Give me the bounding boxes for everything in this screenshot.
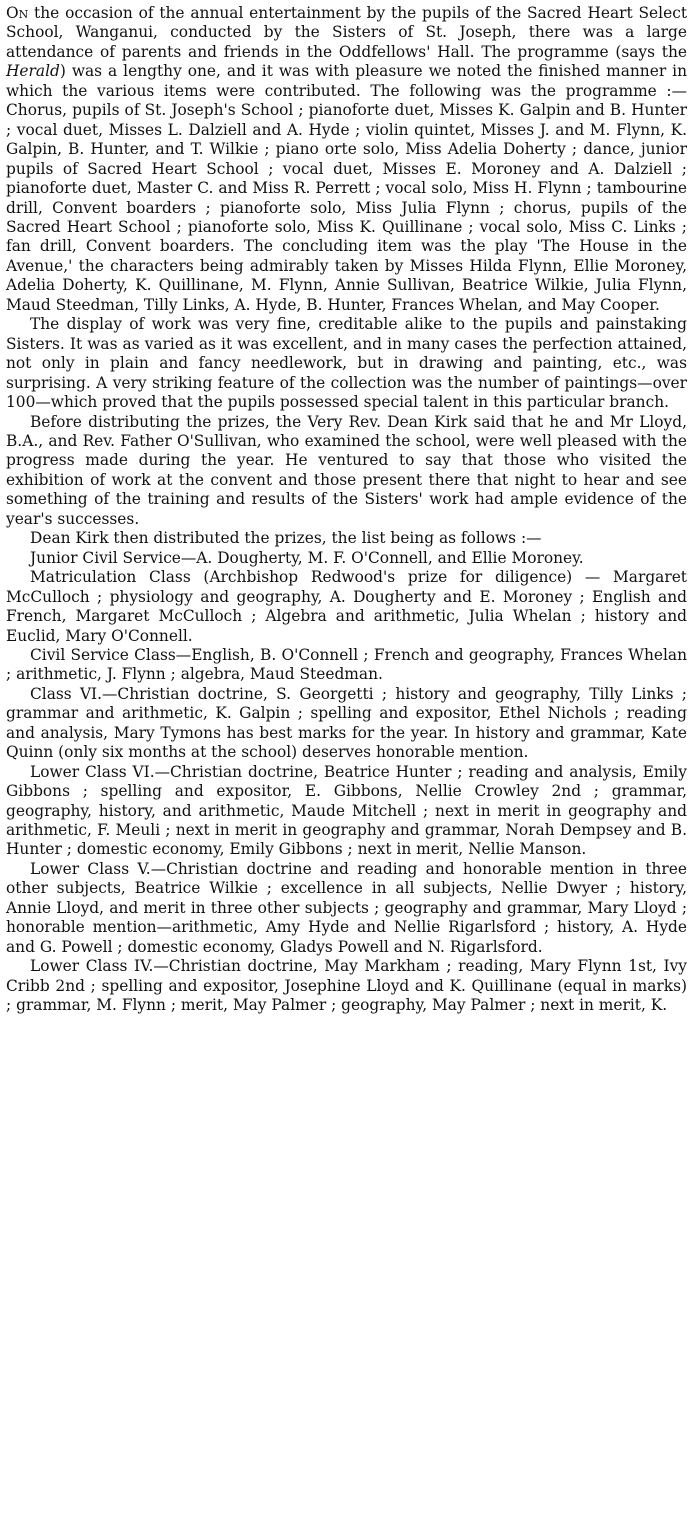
opening-text-end: ) was a lengthy one, and it was with pleasure we noted the finished manner in which the various items were contributed. The following was the programme :—Chorus, pupils of St. Joseph's School ; pianoforte duet, Misses K. Galpin and B. Hunter ; vocal duet, Misses L. Dalziell and A. Hyde ; violin quintet, Misses J. and M. Flynn, K. Galpin, B. Hunter, and T. Wilkie ; piano orte solo, Miss Adelia Doherty ; dance, junior pupils of Sacred Heart School ; vocal duet, Misses E. Moroney and A. Dalziell ; pianoforte duet, Master C. and Miss R. Perrett ; vocal solo, Miss H. Flynn ; tambourine drill, Convent boarders ; pianoforte solo, Miss Julia Flynn ; chorus, pupils of the Sacred Heart School ; pianoforte solo, Miss K. Quillinane ; vocal solo, Miss C. Links ; fan drill, Convent boarders. The concluding item was the play 'The House in the Avenue,' the characters being admirably taken by Misses Hilda Flynn, Ellie Moroney, Adelia Doherty, K. Quillinane, M. Flynn, Annie Sullivan, Beatrice Wilkie, Julia Flynn, Maud Steedman, Tilly Links, A. Hyde, B. Hunter, Frances Whelan, and May Cooper. [6, 62, 687, 314]
lead-word: On [6, 4, 29, 22]
paragraph-lower-class-v: Lower Class V.—Christian doctrine and reading and honorable mention in three other subjects, Beatrice Wilkie ; excellence in all subjects, Nellie Dwyer ; history, Annie Lloyd, and merit in three other subjects ; geography and grammar, Mary Lloyd ; honorable mention—arithmetic, Amy Hyde and Nellie Rigarlsford ; history, A. Hyde and G. Powell ; domestic economy, Gladys Powell and N. Rigarlsford. [6, 859, 687, 956]
paragraph-opening [6, 4, 687, 315]
paragraph-prize-intro: Dean Kirk then distributed the prizes, the list being as follows :— [30, 529, 542, 548]
paragraph-matriculation-class: Matriculation Class (Archbishop Redwood's prize for diligence) — Margaret McCulloch ; physiology and geography, A. Dougherty and E. Moroney ; English and French, Margaret McCulloch ; Algebra and arithmetic, Julia Whelan ; history and Euclid, Mary O'Connell. [6, 568, 687, 645]
paragraph-lower-class-iv: Lower Class IV.—Christian doctrine, May Markham ; reading, Mary Flynn 1st, Ivy Cribb 2nd ; spelling and expositor, Josephine Lloyd and K. Quillinane (equal in marks) ; grammar, M. Flynn ; merit, May Palmer ; geography, May Palmer ; next in merit, K. [6, 957, 687, 1015]
paragraph-lower-class-vi: Lower Class VI.—Christian doctrine, Beatrice Hunter ; reading and analysis, Emily Gibbons ; spelling and expositor, E. Gibbons, Nellie Crowley 2nd ; grammar, geography, history, and arithmetic, Maude Mitchell ; next in merit in geography and arithmetic, F. Meuli ; next in merit in geography and grammar, Norah Dempsey and B. Hunter ; domestic economy, Emily Gibbons ; next in merit, Nellie Manson. [6, 762, 687, 859]
opening-text-start: the occasion of the annual entertainment by the pupils of the Sacred Heart Select School, Wanganui, conducted by the Sisters of St. Joseph, there was a large attendance of parents and friends in the Oddfellows' Hall. The programme (says the [6, 4, 687, 61]
paragraph-junior-civil-service: Junior Civil Service—A. Dougherty, M. F. O'Connell, and Ellie Moroney. [30, 548, 584, 567]
paragraph-class-vi: Class VI.—Christian doctrine, S. Georgetti ; history and geography, Tilly Links ; grammar and arithmetic, K. Galpin ; spelling and expositor, Ethel Nichols ; reading and analysis, Mary Tymons has best marks for the year. In history and grammar, Kate Quinn (only six months at the school) deserves honorable mention. [6, 684, 687, 762]
paragraph-dean-kirk-speech: Before distributing the prizes, the Very Rev. Dean Kirk said that he and Mr Lloyd, B.A., and Rev. Father O'Sullivan, who examined the school, were well pleased with the progress made during the year. He ventured to say that those who visited the exhibition of work at the convent and those present there that night to hear and see something of the training and results of the Sisters' work had ample evidence of the year's successes. [6, 412, 687, 528]
paragraph-civil-service-class: Civil Service Class—English, B. O'Connell ; French and geography, Frances Whelan ; arithmetic, J. Flynn ; algebra, Maud Steedman. [6, 645, 687, 684]
paragraph-display-of-work: The display of work was very fine, creditable alike to the pupils and painstaking Sisters. It was as varied as it was excellent, and in many cases the perfection attained, not only in plain and fancy needlework, but in drawing and painting, etc., was surprising. A very striking feature of the collection was the number of paintings—over 100—which proved that the pupils possessed special talent in this particular branch. [6, 315, 687, 412]
herald-title: Herald [6, 62, 60, 81]
